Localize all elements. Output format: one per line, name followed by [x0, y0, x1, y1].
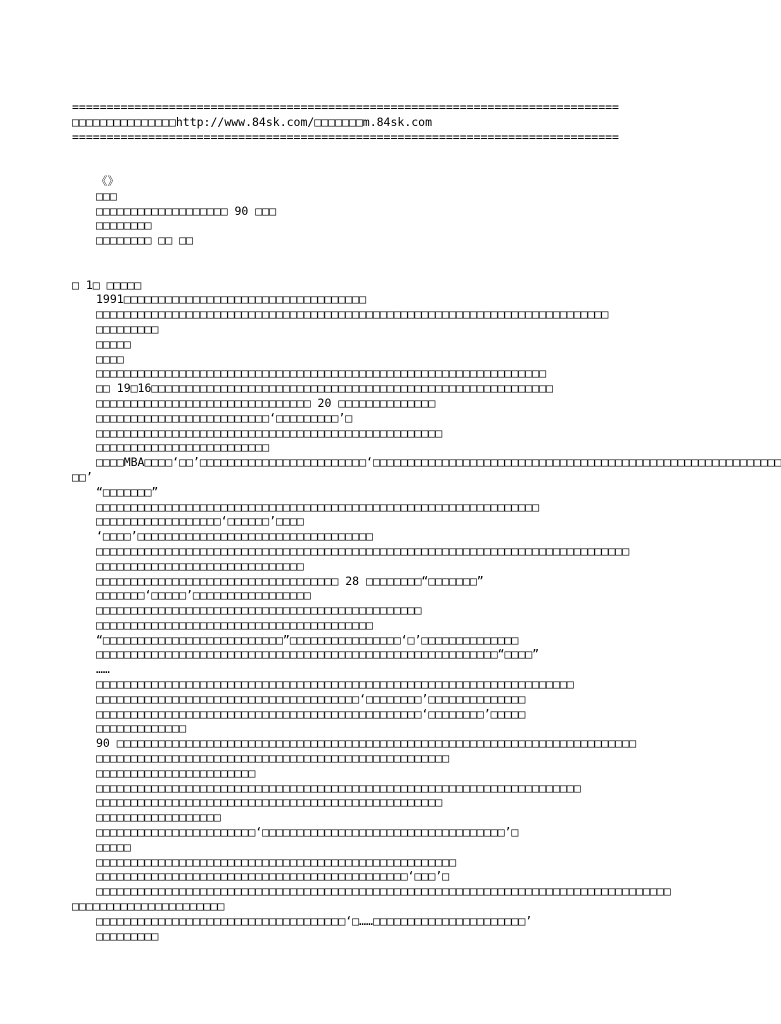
text-line: □□□□□□□□□□□□□□□□□□□□□□□ [96, 765, 256, 780]
header-rule-bottom: =============================================================================== [72, 129, 619, 144]
chapter-heading: □ 1□ □□□□□ [72, 277, 142, 292]
text-line: □□□□MBA□□□□‘□□’□□□□□□□□□□□□□□□□□□□□□□□□‘□□□□□□□□□□□□□□□□□□□□□□□□□□□□□□□□□□□□□□□□□□□□□□□□□□□□□□□□□□□ [96, 455, 781, 470]
text-line: □□□□□□□□□□□□□□□□□□□□□□□□□□□□□□□□□□□□□□‘□□□□□□□□’□□□□□□□□□□□□□□ [96, 691, 526, 706]
text-line: □□□□□□□□□□□□□□□□□□□□□□□□□□□□□□□□□□□□□□□□□□□□□□□□□□ [96, 425, 443, 440]
text-line: □□□□□□□□□□□□□□□□□□□□□□□□□□□□□□□□□□□□□□□□□□□□□□□□□□□□□□□□□□“□□□□” [96, 647, 540, 662]
text-line: □□□□□□□□□□□□□□□□□□□□□□□□□□□□□□□□□□□□□□□□ [96, 617, 373, 632]
text-line: □□’ [72, 469, 93, 484]
meta-line: □□□ [96, 188, 117, 203]
text-line: □□□□□□□□□□□□□□□□□□□□□□□‘□□□□□□□□□□□□□□□□□□□□□□□□□□□□□□□□□□□’□ [96, 825, 519, 840]
book-meta [72, 174, 712, 248]
spacer [72, 144, 712, 159]
text-line: □□□□□□□□□□□□□□□□□□□□□□□□□□□□□□□□□□□□□□□□□□□□□□□□□□□ [96, 751, 450, 766]
meta-line: □□□□□□□□ [96, 218, 152, 233]
text-line: “□□□□□□□” [96, 484, 159, 499]
text-line: □□□□□□□□□□□□□□□□□□□□□□□□□□□□□□□□□□□□□□□□□□□□□□□□□□□□□□□□□□□□□□□□□□□□□□ [96, 780, 581, 795]
text-line: □□□□□□□□□ [96, 928, 159, 943]
meta-line: □□□□□□□□□□□□□□□□□□□ 90 □□□ [96, 203, 277, 218]
text-line: □□□□□□□□□□□□□□□□□□□□□□□□□□□□□□□□□□□□□□□□□□□□□□□□□□□□ [96, 854, 457, 869]
document-body [72, 100, 781, 943]
text-line: □□□□□□□□□□□□□□□□□□□□□□□□□□□□□□□□□□□□□□□□□□□□□□□‘□□□□□□□□’□□□□□ [96, 706, 526, 721]
text-line: □□□□□□□□□□□□□□□□□□□□□□ [72, 899, 225, 914]
text-line: □□□□□□□‘□□□□□’□□□□□□□□□□□□□□□□□ [96, 588, 311, 603]
text-line: □□□□□□□□□□□□□□□□□□□□□□□□□‘□□□□□□□□□’□ [96, 410, 353, 425]
text-line: □□□□□ [96, 336, 131, 351]
text-line: □□□□□□□□□□□□□□□□□□□□□□□□□□□□□□□□□□□□□□□□□□□□□□□□□□□□□□□□□□□□□□□□ [96, 499, 540, 514]
text-line: □□□□□□□□□□□□□□□□□□□□□□□□□□□□□□ [96, 558, 304, 573]
text-line: 1991□□□□□□□□□□□□□□□□□□□□□□□□□□□□□□□□□□□ [96, 292, 367, 307]
text-line: □□□□□□□□□□□□□□□□□□□□□□□□□□□□□□□□□□□□□□□□□□□□□□□□□□□□□□□□□□□□□□□□□□□□□□□□□□□□□ [96, 543, 630, 558]
text-line: □□□□ [96, 351, 124, 366]
source-line: □□□□□□□□□□□□□□□http://www.84sk.com/□□□□□□□m.84sk.com [72, 114, 433, 129]
text-line: □□□□□□□□□□□□□ [96, 721, 187, 736]
chapter-text [72, 292, 781, 943]
text-line: ‘□□□□’□□□□□□□□□□□□□□□□□□□□□□□□□□□□□□□□□□ [96, 529, 373, 544]
spacer [72, 159, 712, 174]
text-line: □□□□□□□□□□□□□□□□□□□□□□□□□□□□□□□□□□□□□□□□□□□□□□□□□□ [96, 795, 443, 810]
text-line: □□□□□□□□□□□□□□□□□□□□□□□□□□□□□□□□□□□ 28 □□□□□□□□“□□□□□□□” [96, 573, 484, 588]
text-line: □□□□□□□□□ [96, 321, 159, 336]
text-line: □□□□□□□□□□□□□□□□□□□□□□□□□ [96, 440, 270, 455]
text-line: □□□□□□□□□□□□□□□□□□□□□□□□□□□□□□□□□□□□□□□□□□□□□□□ [96, 603, 422, 618]
text-line: □□□□□□□□□□□□□□□□□□□□□□□□□□□□□□□□□□□□□□□□□□□□□□□□□□□□□□□□□□□□□□□□□□□□□ [96, 677, 574, 692]
text-line: □□□□□□□□□□□□□□□□□□‘□□□□□□’□□□□ [96, 514, 304, 529]
text-line: □□□□□□□□□□□□□□□□□□□□□□□□□□□□□□□ 20 □□□□□□□□□□□□□□ [96, 395, 436, 410]
text-line: …… [96, 662, 110, 677]
text-line: □□□□□□□□□□□□□□□□□□□□□□□□□□□□□□□□□□□□□□□□□□□□□□□□□□□□□□□□□□□□□□□□□ [96, 366, 547, 381]
meta-line: □□□□□□□□ □□ □□ [96, 233, 193, 248]
spacer [72, 263, 712, 278]
text-line: □□□□□□□□□□□□□□□□□□□□□□□□□□□□□□□□□□□□□□□□□□□□□□□□□□□□□□□□□□□□□□□□□□□□□□□□□□ [96, 307, 609, 322]
text-line: □□□□□□□□□□□□□□□□□□ [96, 810, 221, 825]
header-rule-top: =============================================================================== [72, 100, 619, 114]
spacer [72, 248, 712, 263]
text-line: □□□□□□□□□□□□□□□□□□□□□□□□□□□□□□□□□□□□□□□□□□□□□‘□□□’□ [96, 869, 450, 884]
meta-line: 《》 [96, 173, 119, 188]
text-line: 90 □□□□□□□□□□□□□□□□□□□□□□□□□□□□□□□□□□□□□□□□□□□□□□□□□□□□□□□□□□□□□□□□□□□□□□□□□□□ [96, 736, 637, 751]
text-line: “□□□□□□□□□□□□□□□□□□□□□□□□□□”□□□□□□□□□□□□□□□□‘□’□□□□□□□□□□□□□□ [96, 632, 519, 647]
text-line: □□□□□□□□□□□□□□□□□□□□□□□□□□□□□□□□□□□□‘□……□□□□□□□□□□□□□□□□□□□□□□’ [96, 913, 533, 928]
text-line: □□□□□ [96, 839, 131, 854]
text-line: □□ 19□16□□□□□□□□□□□□□□□□□□□□□□□□□□□□□□□□□□□□□□□□□□□□□□□□□□□□□□□□□□ [96, 381, 553, 396]
text-line: □□□□□□□□□□□□□□□□□□□□□□□□□□□□□□□□□□□□□□□□□□□□□□□□□□□□□□□□□□□□□□□□□□□□□□□□□□□□□□□□□□□ [96, 884, 671, 899]
